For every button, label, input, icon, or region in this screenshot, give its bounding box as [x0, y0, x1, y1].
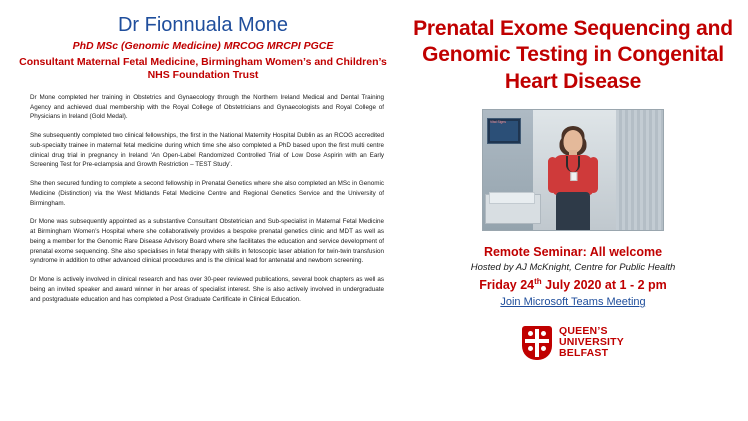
- event-title: Prenatal Exome Sequencing and Genomic Testing in Congenital Heart Disease: [413, 17, 733, 93]
- event-column: [404, 0, 748, 421]
- photo-person-trousers: [556, 192, 590, 231]
- photo-person-lanyard: [566, 156, 580, 172]
- bio-paragraph: She then secured funding to complete a second fellowship in Prenatal Genetics where she also completed an MSc in Genomic Medicine (Distinction) via the West Midlands Fetal Medicine Centre and Regional Genetics Service and the University of Birmingham.: [30, 180, 384, 207]
- speaker-role: Consultant Maternal Fetal Medicine, Birmingham Women’s and Children’s NHS Foundation Trust: [19, 55, 387, 82]
- photo-person-arm-left: [548, 157, 557, 193]
- bio-paragraph: Dr Mone is actively involved in clinical research and has over 30-peer reviewed publications, several book chapters as well as being an invited speaker and award winner in her areas of specialist interest. She is also actively involved in undergraduate and postgraduate education and has completed a Post Graduate Certificate in Clinical Education.: [30, 276, 384, 303]
- shield-emblem-2: [541, 331, 546, 336]
- speaker-biography: [12, 93, 394, 305]
- shield-cross-vertical: [535, 329, 539, 357]
- shield-emblem-1: [528, 331, 533, 336]
- join-teams-meeting-link[interactable]: Join Microsoft Teams Meeting: [500, 295, 646, 308]
- photo-person-id-badge: [570, 172, 577, 181]
- qub-line-university: UNIVERSITY: [558, 336, 624, 349]
- seminar-date-ordinal: th: [534, 276, 542, 286]
- photo-person: [544, 126, 602, 230]
- qub-line-belfast: BELFAST: [558, 347, 609, 360]
- bio-paragraph: Dr Mone completed her training in Obstetrics and Gynaecology through the Northern Ireland Medical and Dental Training Agency and achieved dual membership with the Royal College of Obstetricians and Gynaecologists and Royal College of Physicians in Ireland (Gold Medal).: [30, 93, 384, 121]
- shield-emblem-3: [528, 346, 533, 351]
- monitor-label: Vital Signs: [490, 119, 506, 124]
- photo-vital-signs-monitor: [487, 118, 521, 144]
- speaker-name: Dr Fionnuala Mone: [117, 14, 289, 36]
- shield-cross-horizontal: [525, 339, 549, 343]
- seminar-host: Hosted by AJ McKnight, Centre for Public Health: [470, 261, 676, 273]
- seminar-date: [479, 277, 667, 292]
- speaker-qualifications: PhD MSc (Genomic Medicine) MRCOG MRCPI PGCE: [72, 40, 334, 53]
- photo-hospital-bed-rail: [489, 192, 535, 204]
- seminar-date-prefix: Friday 24: [479, 277, 535, 292]
- bio-paragraph: She subsequently completed two clinical fellowships, the first in the National Maternity Hospital Dublin as an RCOG accredited sub-specialty trainee in maternal fetal medicine during which time she also completed a PhD based upon the first multi centre clinical drug trial in pregnancy in Ireland ‘An Open-Label Randomized Controlled Trial of Low Dose Aspirin with an Early Screening Test for Pre-eclampsia and Growth Restriction – TEST Study’.: [30, 132, 384, 169]
- qub-line-queens: QUEEN’S: [558, 325, 608, 338]
- speaker-photo: [482, 109, 664, 231]
- photo-person-arm-right: [589, 157, 598, 193]
- bio-paragraph: Dr Mone was subsequently appointed as a substantive Consultant Obstetrician and Sub-specialist in Maternal Fetal Medicine at Birmingham Women’s Hospital where she collaboratively provides a bespoke prenatal genetics clinic and MDT as well as being a member for the Genomic Rare Disease Advisory Board where she facilitates the education and service development of prenatal exome sequencing. She also specialises in fetal therapy with skills in fetoscopic laser ablation for twin-twin transfusion syndrome in addition to other advanced clinical procedures and is the clinical lead for antenatal and newborn screening.: [30, 218, 384, 265]
- shield-emblem-4: [541, 346, 546, 351]
- qub-shield-icon: [522, 326, 552, 360]
- seminar-date-suffix: July 2020 at 1 - 2 pm: [541, 277, 667, 292]
- monitor-screen: [490, 121, 518, 141]
- photo-curtain: [616, 110, 663, 230]
- qub-wordmark: [559, 326, 624, 359]
- qub-logo: [522, 326, 624, 360]
- seminar-label: Remote Seminar: All welcome: [483, 244, 663, 259]
